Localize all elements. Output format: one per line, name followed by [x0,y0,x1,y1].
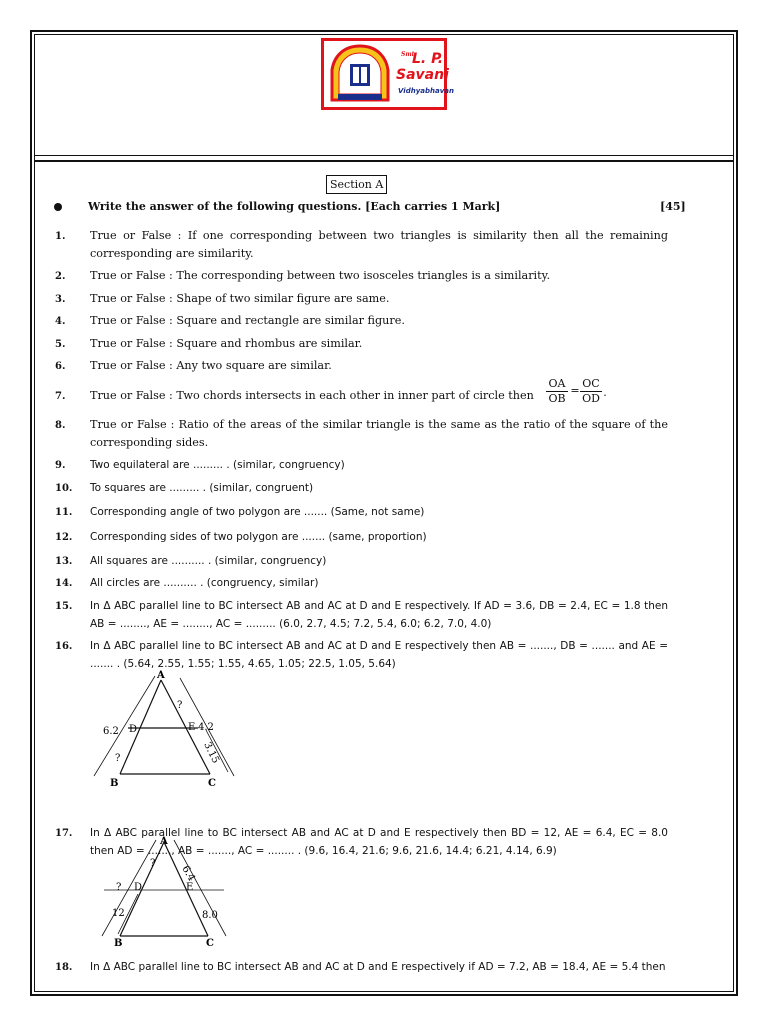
question-number: 14. [55,578,73,589]
vertex-b-label: B [114,938,123,948]
question-number: 6. [55,361,66,372]
question-text: True or False : Square and rectangle are similar figure. [90,314,405,327]
triangle-figure-q16 [88,668,248,794]
fraction-numerator: OC [582,377,600,390]
question-number: 5. [55,339,66,350]
question-text: True or False : Square and rhombus are similar. [90,337,363,350]
measure-right [174,840,226,936]
point-d-label: D [134,882,143,893]
question-number: 17. [55,828,73,839]
question-number: 2. [55,271,66,282]
fraction-equals: = [570,384,580,397]
question-number: 7. [55,391,66,402]
question-number: 1. [55,231,66,242]
question-number: 15. [55,601,73,612]
header-divider [34,155,734,156]
question-text: True or False : Two chords intersects in each other in inner part of circle then [90,389,534,402]
instruction: Write the answer of the following questions. [Each carries 1 Mark] [88,200,501,213]
question-number: 16. [55,641,73,652]
question-text: Corresponding sides of two polygon are ....... (same, proportion) [90,531,427,543]
vertex-b-label: B [110,778,119,789]
question-number: 3. [55,294,66,305]
length-label: 12 [112,908,125,919]
fraction-oa-ob [546,377,568,406]
bullet-icon [54,203,62,211]
fraction-numerator: OA [548,377,566,390]
question-text: To squares are ......... . (similar, congruent) [90,482,314,494]
length-label: 4.2 [198,722,214,733]
length-label: 6.4 [179,864,197,884]
question-text: In Δ ABC parallel line to BC intersect AB and AC at D and E respectively then AB = ......., DB = ....... and AE = ....... . (5.64, 2.55, 1.55; 1.55, 4.65, 1.05; 22.5, 1.05, 5.64) [90,640,668,670]
side-ab [120,680,161,774]
length-label: ? [177,700,183,711]
logo-name-line1: L. P. [412,51,444,67]
logo-emblem-icon [328,44,392,106]
question-number: 4. [55,316,66,327]
question-number: 8. [55,420,66,431]
header-divider-thick [34,160,734,162]
section-title: Section A [326,175,387,194]
question-text: True or False : If one corresponding between two triangles is similarity then all the remaining corresponding are similarity. [90,229,668,260]
question-number: 18. [55,962,73,973]
length-label: ? [116,882,122,893]
fraction-denominator: OD [580,391,602,406]
question-number: 10. [55,483,73,494]
question-text: True or False : Shape of two similar figure are same. [90,292,390,305]
point-d-label: D [129,724,138,735]
question-number: 12. [55,532,73,543]
logo-smt: Smt. [401,51,417,58]
question-text: True or False : The corresponding between two isosceles triangles is a similarity. [90,269,551,282]
vertex-c-label: C [208,778,216,789]
length-label: ? [150,858,156,869]
total-marks: [45] [660,200,686,213]
question-text: In Δ ABC parallel line to BC intersect AB and AC at D and E respectively if AD = 7.2, AB = 18.4, AE = 5.4 then [90,961,666,973]
school-logo [321,38,454,110]
question-text: True or False : Ratio of the areas of the similar triangle is the same as the ratio of the square of the corresponding sides. [90,418,668,449]
fraction-oc-od [580,377,602,406]
measure-left [102,840,156,936]
question-text: In Δ ABC parallel line to BC intersect AB and AC at D and E respectively. If AD = 3.6, DB = 2.4, EC = 1.8 then AB = ........, AE = ........, AC = ......... (6.0, 2.7, 4.5; 7.2, 5.4, 6.0; 6.2, 7.0, 4.0) [90,600,668,630]
vertex-a-label: A [160,836,168,847]
triangle-figure-q17 [98,836,238,948]
question-text: True or False : Any two square are similar. [90,359,332,372]
fraction-period: . [603,386,607,399]
question-text: Two equilateral are ......... . (similar, congruency) [90,459,345,471]
length-label: ? [115,753,121,764]
length-label: 8.0 [202,910,218,921]
question-text: All squares are .......... . (similar, congruency) [90,555,327,567]
question-text: All circles are .......... . (congruency, similar) [90,577,319,589]
question-number: 13. [55,556,73,567]
fraction-denominator: OB [546,391,568,406]
question-text: In Δ ABC parallel line to BC intersect AB and AC at D and E respectively then BD = 12, AE = 6.4, EC = 8.0 then AD = ......., AB = ......., AC = ........ . (9.6, 16.4, 21.6; 9.6, 21.6, 14.4; 6.21, 4.14, 6.9) [90,827,668,857]
logo-subtitle: Vidhyabhavan [398,87,454,95]
question-number: 11. [55,507,73,518]
question-text: Corresponding angle of two polygon are ....... (Same, not same) [90,506,425,518]
point-e-label: E [188,722,196,733]
logo-name-line2: Savani [396,67,449,83]
question-number: 9. [55,460,66,471]
length-label: 6.2 [103,726,119,737]
vertex-c-label: C [206,938,214,948]
point-e-label: E [186,882,194,893]
vertex-a-label: A [157,670,165,681]
length-label: 3.15 [201,740,221,766]
